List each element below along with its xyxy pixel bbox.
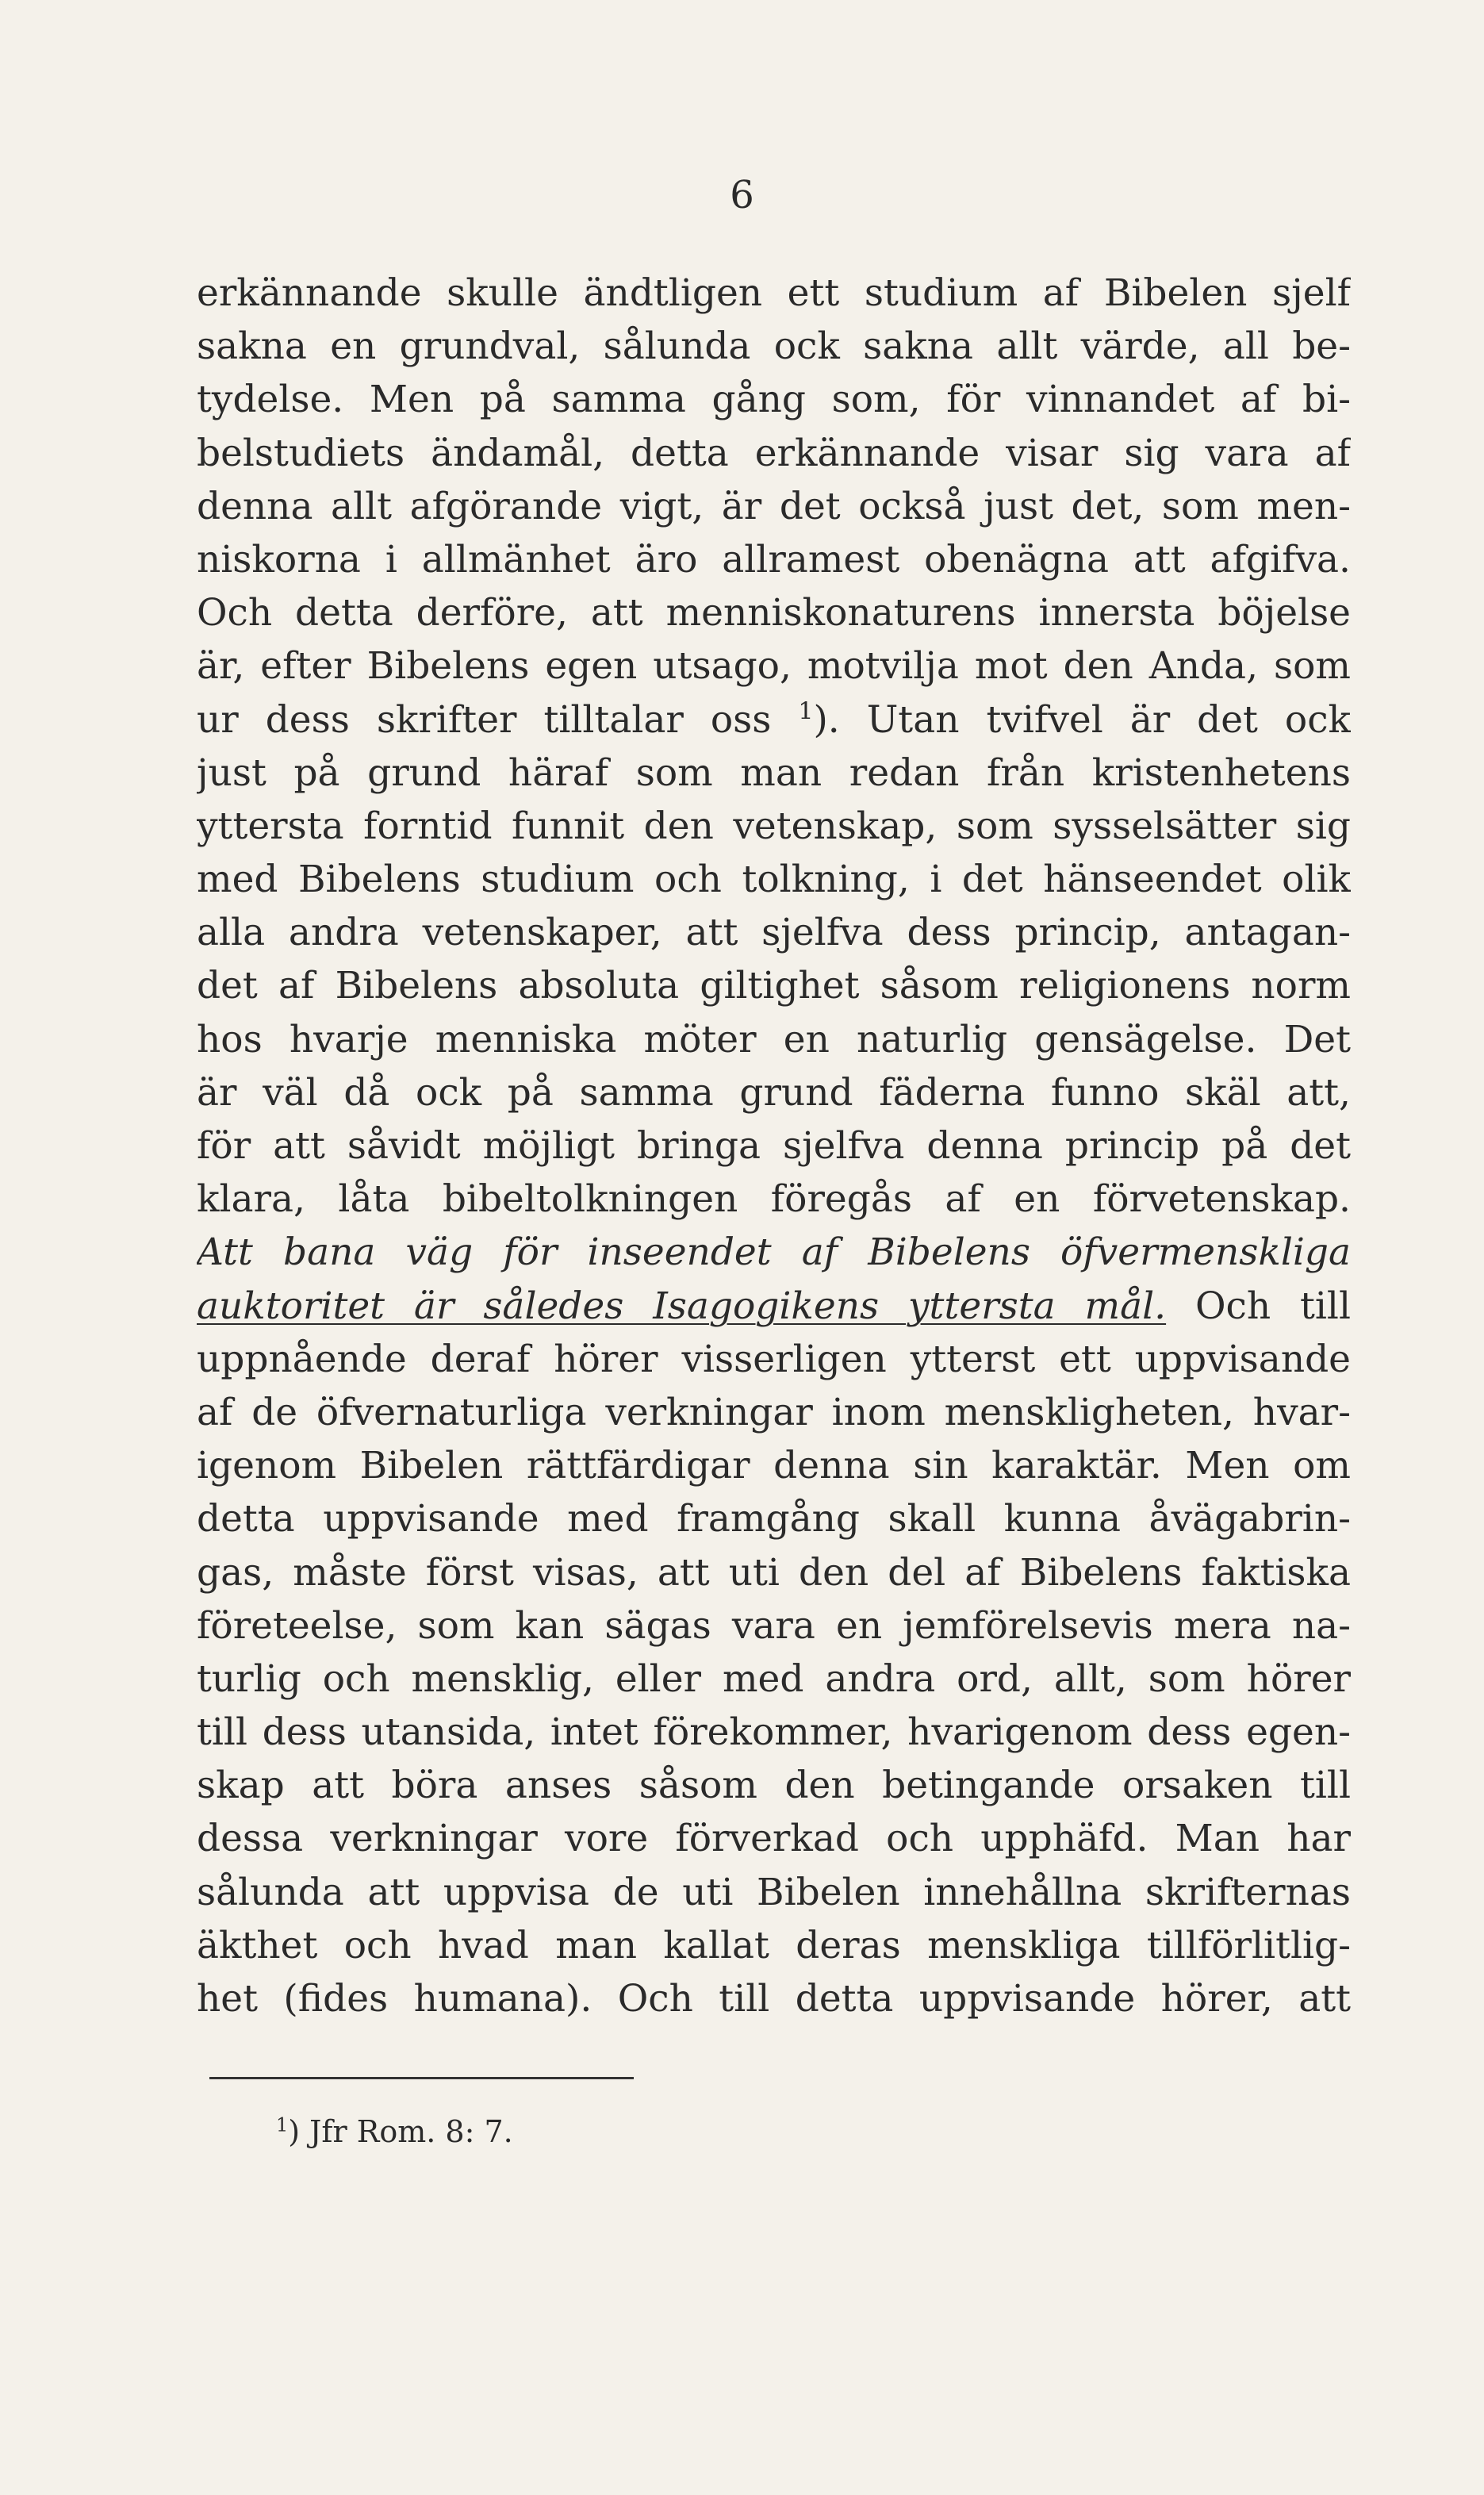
text-line: sålunda att uppvisa de uti Bibelen innehållna skrifternas bbox=[197, 1870, 1351, 1914]
text-line: skap att böra anses såsom den betingande orsaken till bbox=[197, 1764, 1351, 1808]
text-line: igenom Bibelen rättfärdigar denna sin karaktär. Men om bbox=[197, 1444, 1351, 1488]
footnote-divider bbox=[209, 2077, 634, 2079]
text-line: gas, måste först visas, att uti den del af Bibelens faktiska bbox=[197, 1550, 1351, 1595]
emphasis-text: auktoritet är således Isagogikens yttersta mål. bbox=[197, 1284, 1167, 1328]
text-line: niskorna i allmänhet äro allramest obenägna att afgifva. bbox=[197, 537, 1351, 582]
text-line: just på grund häraf som man redan från kristenhetens bbox=[197, 750, 1351, 795]
text-line: sakna en grundval, sålunda ock sakna allt värde, all be- bbox=[197, 324, 1351, 369]
text-line: tydelse. Men på samma gång som, för vinnandet af bi- bbox=[197, 378, 1351, 422]
text-line: alla andra vetenskaper, att sjelfva dess princip, antagan- bbox=[197, 911, 1351, 955]
text-segment: Och till bbox=[1195, 1284, 1351, 1328]
text-segment: ). Utan tvifvel är det ock bbox=[813, 697, 1351, 742]
text-line: äkthet och hvad man kallat deras menskliga tillförlitlig- bbox=[197, 1923, 1351, 1967]
text-line: denna allt afgörande vigt, är det också just det, som men- bbox=[197, 484, 1351, 528]
page-number: 6 bbox=[730, 173, 754, 217]
text-line: till dess utansida, intet förekommer, hvarigenom dess egen- bbox=[197, 1710, 1351, 1755]
text-line: dessa verkningar vore förverkad och upphäfd. Man har bbox=[197, 1817, 1351, 1861]
text-segment: ur dess skrifter tilltalar oss bbox=[197, 697, 772, 742]
text-line bbox=[197, 1280, 1351, 1333]
text-line: erkännande skulle ändtligen ett studium af Bibelen sjelf bbox=[197, 271, 1351, 315]
text-line: är väl då ock på samma grund fäderna funno skäl att, bbox=[197, 1070, 1351, 1115]
footnote bbox=[276, 2113, 513, 2149]
emphasis-line: Att bana väg för inseendet af Bibelens öfvermenskliga bbox=[197, 1230, 1351, 1275]
footnote-text: ) Jfr Rom. 8: 7. bbox=[288, 2114, 513, 2149]
text-line: detta uppvisande med framgång skall kunna åvägabrin- bbox=[197, 1497, 1351, 1541]
text-line: Och detta derföre, att menniskonaturens innersta böjelse bbox=[197, 591, 1351, 635]
text-line: klara, låta bibeltolkningen föregås af en förvetenskap. bbox=[197, 1177, 1351, 1222]
text-line: af de öfvernaturliga verkningar inom menskligheten, hvar- bbox=[197, 1390, 1351, 1434]
text-line: turlig och mensklig, eller med andra ord, allt, som hörer bbox=[197, 1656, 1351, 1701]
text-line: uppnående deraf hörer visserligen ytterst ett uppvisande bbox=[197, 1337, 1351, 1381]
footnote-reference[interactable]: 1 bbox=[798, 697, 814, 725]
text-line: med Bibelens studium och tolkning, i det hänseendet olik bbox=[197, 858, 1351, 902]
text-line: hos hvarje menniska möter en naturlig gensägelse. Det bbox=[197, 1017, 1351, 1061]
text-line: för att såvidt möjligt bringa sjelfva denna princip på det bbox=[197, 1124, 1351, 1168]
footnote-mark: 1 bbox=[276, 2113, 289, 2136]
text-line bbox=[197, 693, 1351, 747]
text-line: är, efter Bibelens egen utsago, motvilja mot den Anda, som bbox=[197, 644, 1351, 689]
body-text bbox=[197, 267, 1351, 2025]
text-line: det af Bibelens absoluta giltighet såsom religionens norm bbox=[197, 964, 1351, 1008]
text-line: belstudiets ändamål, detta erkännande visar sig vara af bbox=[197, 431, 1351, 475]
text-line: het (fides humana). Och till detta uppvisande hörer, att bbox=[197, 1977, 1351, 2021]
text-line: yttersta forntid funnit den vetenskap, som sysselsätter sig bbox=[197, 804, 1351, 848]
text-line: företeelse, som kan sägas vara en jemförelsevis mera na- bbox=[197, 1603, 1351, 1648]
